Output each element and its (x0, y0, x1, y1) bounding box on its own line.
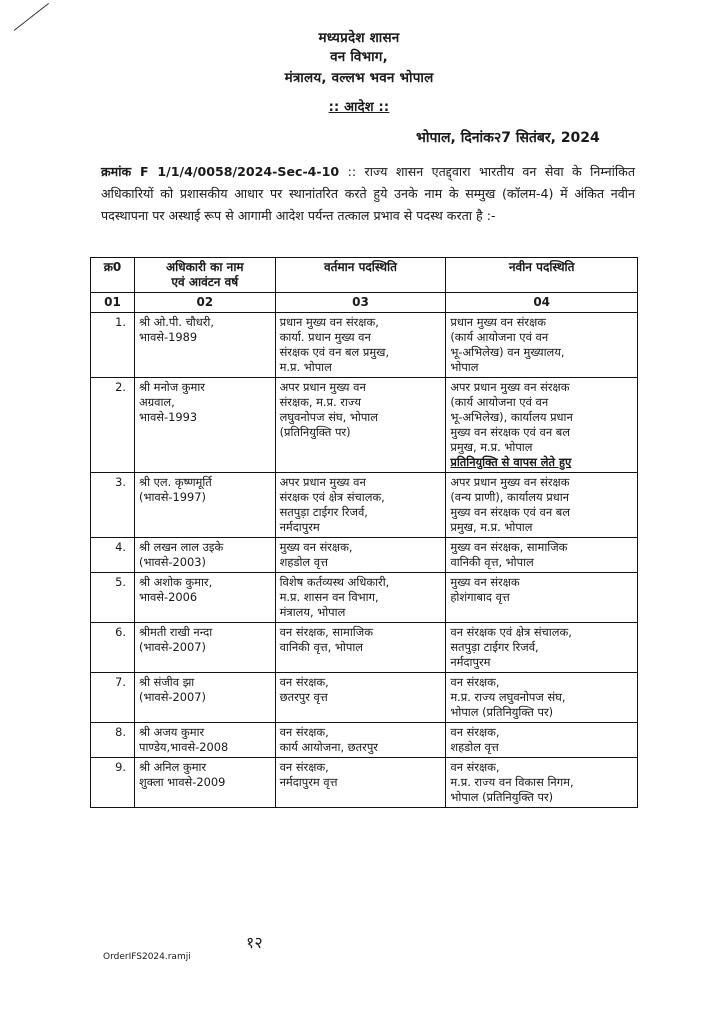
col-number: 02 (135, 293, 276, 313)
table-colnum-row (91, 293, 638, 313)
row-current-posting: वन संरक्षक, नर्मदापुरम वृत्त (275, 758, 446, 808)
row-current-posting: वन संरक्षक, छतरपुर वृत्त (275, 673, 446, 723)
table-row (91, 538, 638, 573)
row-current-posting: अपर प्रधान मुख्य वन संरक्षक, म.प्र. राज्य लघुवनोपज संघ, भोपाल (प्रतिनियुक्ति पर) (275, 378, 446, 473)
signature-mark: १२ (246, 933, 263, 952)
table-row (91, 313, 638, 378)
row-current-posting: मुख्य वन संरक्षक, शहडोल वृत्त (275, 538, 446, 573)
col-number: 01 (91, 293, 135, 313)
row-sno: 2. (91, 378, 135, 473)
row-sno: 7. (91, 673, 135, 723)
row-officer-name: श्री एल. कृष्णमूर्ति (भावसे-1997) (135, 473, 276, 538)
row-sno: 4. (91, 538, 135, 573)
row-current-posting: वन संरक्षक, सामाजिक वानिकी वृत्त, भोपाल (275, 623, 446, 673)
order-number: क्रमांक F 1/1/4/0058/2024-Sec-4-10 (101, 164, 340, 179)
row-sno: 8. (91, 723, 135, 758)
table-row (91, 473, 638, 538)
col-header-sno: क्र0 (91, 258, 135, 293)
row-officer-name: श्री ओ.पी. चौधरी, भावसे-1989 (135, 313, 276, 378)
intro-text: :: राज्य शासन एतद्द्वारा भारतीय वन सेवा के निम्नांकित अधिकारियों को प्रशासकीय आधार पर स्थानांतरित करते हुये उनके नाम के सम्मुख (कॉलम-4) में अंकित नवीन पदस्थापना पर अस्थाई रूप से आगामी आदेश पर्यन्त तत्काल प्रभाव से पदस्थ करता है :- (101, 164, 636, 223)
header-ministry: मंत्रालय, वल्लभ भवन भोपाल (284, 70, 434, 86)
row-new-posting-cell (446, 723, 638, 758)
order-title: :: आदेश :: (328, 100, 390, 115)
table-header-row (91, 258, 638, 293)
row-officer-name: श्री संजीव झा (भावसे-2007) (135, 673, 276, 723)
footer-filename: OrderIFS2024.ramji (103, 952, 191, 962)
table-row (91, 758, 638, 808)
col-header-name: अधिकारी का नाम एवं आवंटन वर्ष (135, 258, 276, 293)
table-row (91, 623, 638, 673)
row-new-posting: मुख्य वन संरक्षक होशंगाबाद वृत्त (450, 575, 520, 604)
row-new-posting-cell (446, 313, 638, 378)
pen-mark (14, 3, 49, 31)
row-sno: 3. (91, 473, 135, 538)
row-new-posting-cell (446, 473, 638, 538)
row-sno: 5. (91, 573, 135, 623)
row-new-posting-cell (446, 623, 638, 673)
table-row (91, 673, 638, 723)
row-officer-name: श्रीमती राखी नन्दा (भावसे-2007) (135, 623, 276, 673)
table-row (91, 378, 638, 473)
row-new-posting-cell (446, 758, 638, 808)
row-new-posting: वन संरक्षक, शहडोल वृत्त (450, 725, 500, 754)
row-sno: 1. (91, 313, 135, 378)
row-current-posting: अपर प्रधान मुख्य वन संरक्षक एवं क्षेत्र संचालक, सतपुड़ा टाईगर रिजर्व, नर्मदापुरम (275, 473, 446, 538)
row-new-posting: अपर प्रधान मुख्य वन संरक्षक (वन्य प्राणी), कार्यालय प्रधान मुख्य वन संरक्षक एवं वन बल प्रमुख, म.प्र. भोपाल (450, 475, 570, 534)
intro-paragraph (101, 161, 635, 227)
col-number: 04 (446, 293, 638, 313)
table-row (91, 723, 638, 758)
row-new-posting: मुख्य वन संरक्षक, सामाजिक वानिकी वृत्त, भोपाल (450, 540, 568, 569)
row-new-posting: अपर प्रधान मुख्य वन संरक्षक (कार्य आयोजना एवं वन भू-अभिलेख), कार्यालय प्रधान मुख्य वन संरक्षक एवं वन बल प्रमुख, म.प्र. भोपाल (450, 380, 573, 454)
col-header-current: वर्तमान पदस्थिति (275, 258, 446, 293)
row-note: प्रतिनियुक्ति से वापस लेते हुए (450, 455, 572, 469)
row-new-posting: वन संरक्षक एवं क्षेत्र संचालक, सतपुड़ा टाईगर रिजर्व, नर्मदापुरम (450, 625, 572, 669)
row-officer-name: श्री अजय कुमार पाण्डेय,भावसे-2008 (135, 723, 276, 758)
col-number: 03 (275, 293, 446, 313)
row-current-posting: विशेष कर्तव्यस्थ अधिकारी, म.प्र. शासन वन विभाग, मंत्रालय, भोपाल (275, 573, 446, 623)
row-officer-name: श्री मनोज कुमार अग्रवाल, भावसे-1993 (135, 378, 276, 473)
row-new-posting-cell (446, 538, 638, 573)
row-current-posting: प्रधान मुख्य वन संरक्षक, कार्या. प्रधान मुख्य वन संरक्षक एवं वन बल प्रमुख, म.प्र. भोपाल (275, 313, 446, 378)
row-current-posting: वन संरक्षक, कार्य आयोजना, छतरपुर (275, 723, 446, 758)
row-officer-name: श्री अनिल कुमार शुक्ला भावसे-2009 (135, 758, 276, 808)
row-new-posting: वन संरक्षक, म.प्र. राज्य वन विकास निगम, भोपाल (प्रतिनियुक्ति पर) (450, 760, 574, 804)
col-header-new: नवीन पदस्थिति (446, 258, 638, 293)
transfer-table (90, 257, 638, 808)
date-line: भोपाल, दिनांक२7 सितंबर, 2024 (416, 130, 600, 146)
row-new-posting-cell (446, 673, 638, 723)
row-new-posting: वन संरक्षक, म.प्र. राज्य लघुवनोपज संघ, भोपाल (प्रतिनियुक्ति पर) (450, 675, 566, 719)
header-state: मध्यप्रदेश शासन (318, 30, 400, 46)
table-row (91, 573, 638, 623)
header-department: वन विभाग, (330, 49, 388, 65)
row-sno: 6. (91, 623, 135, 673)
row-officer-name: श्री अशोक कुमार, भावसे-2006 (135, 573, 276, 623)
row-sno: 9. (91, 758, 135, 808)
row-new-posting-cell (446, 573, 638, 623)
row-new-posting-cell (446, 378, 638, 473)
row-new-posting: प्रधान मुख्य वन संरक्षक (कार्य आयोजना एवं वन भू-अभिलेख) वन मुख्यालय, भोपाल (450, 315, 565, 374)
row-officer-name: श्री लखन लाल उइके (भावसे-2003) (135, 538, 276, 573)
